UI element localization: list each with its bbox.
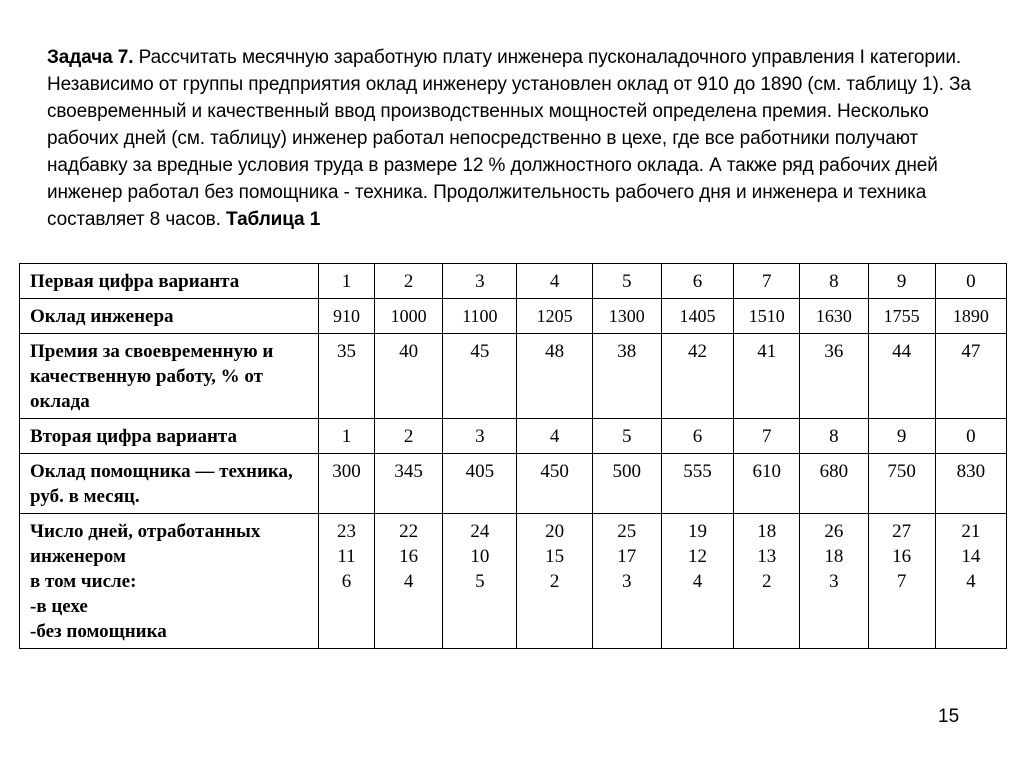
days-value: 16 bbox=[399, 546, 419, 567]
days-value: 10 bbox=[470, 546, 490, 567]
days-value: 18 bbox=[757, 521, 777, 542]
days-value: 24 bbox=[470, 521, 490, 542]
table-cell: 1 bbox=[318, 419, 374, 454]
days-value: 13 bbox=[757, 546, 777, 567]
table-cell: 680 bbox=[800, 454, 868, 514]
table-row bbox=[20, 334, 1007, 419]
table-cell: 3 bbox=[443, 419, 517, 454]
table-cell: 38 bbox=[592, 334, 661, 419]
table-cell: 1000 bbox=[375, 299, 443, 334]
days-value: 14 bbox=[961, 546, 981, 567]
table-cell: 1630 bbox=[800, 299, 868, 334]
table-row bbox=[20, 419, 1007, 454]
days-value: 12 bbox=[688, 546, 708, 567]
table-cell: 0 bbox=[935, 264, 1006, 299]
table-cell: 5 bbox=[592, 264, 661, 299]
days-value: 17 bbox=[617, 546, 637, 567]
table-row bbox=[20, 514, 1007, 649]
table-cell: 450 bbox=[517, 454, 592, 514]
table-cell: 910 bbox=[318, 299, 374, 334]
table-cell: 0 bbox=[935, 419, 1006, 454]
table-cell: 44 bbox=[868, 334, 935, 419]
table-cell: 1890 bbox=[935, 299, 1006, 334]
table-cell: 8 bbox=[800, 264, 868, 299]
days-value: 7 bbox=[896, 571, 907, 592]
table-cell bbox=[443, 514, 517, 649]
table-cell: 1405 bbox=[661, 299, 733, 334]
table-cell: 45 bbox=[443, 334, 517, 419]
table-cell bbox=[868, 514, 935, 649]
row-label: Оклад инженера bbox=[20, 299, 319, 334]
row-label-line: в том числе: bbox=[30, 571, 137, 592]
table-cell: 500 bbox=[592, 454, 661, 514]
table-cell: 1755 bbox=[868, 299, 935, 334]
table-cell bbox=[734, 514, 800, 649]
table-cell: 47 bbox=[935, 334, 1006, 419]
table-cell: 5 bbox=[592, 419, 661, 454]
days-value: 11 bbox=[337, 546, 356, 567]
table-cell: 4 bbox=[517, 264, 592, 299]
table-cell: 7 bbox=[734, 264, 800, 299]
days-value: 21 bbox=[961, 521, 981, 542]
days-value: 15 bbox=[545, 546, 565, 567]
table-row bbox=[20, 264, 1007, 299]
task-title: Задача 7. bbox=[47, 47, 134, 68]
table-cell: 35 bbox=[318, 334, 374, 419]
days-value: 18 bbox=[824, 546, 844, 567]
days-value: 3 bbox=[829, 571, 839, 592]
table-cell: 1 bbox=[318, 264, 374, 299]
table-cell: 4 bbox=[517, 419, 592, 454]
row-label bbox=[20, 514, 319, 649]
days-value: 6 bbox=[341, 571, 352, 592]
table-cell: 610 bbox=[734, 454, 800, 514]
table-cell: 1300 bbox=[592, 299, 661, 334]
table-reference: Таблица 1 bbox=[226, 209, 321, 230]
days-value: 2 bbox=[761, 571, 772, 592]
days-value: 2 bbox=[549, 571, 560, 592]
table-cell: 6 bbox=[661, 264, 733, 299]
table-cell: 555 bbox=[661, 454, 733, 514]
table-cell: 405 bbox=[443, 454, 517, 514]
days-value: 4 bbox=[403, 571, 414, 592]
days-value: 19 bbox=[688, 521, 708, 542]
table-cell: 6 bbox=[661, 419, 733, 454]
page-number: 15 bbox=[938, 706, 960, 727]
table-cell: 1510 bbox=[734, 299, 800, 334]
table-cell: 9 bbox=[868, 419, 935, 454]
row-label: Первая цифра варианта bbox=[20, 264, 319, 299]
table-row bbox=[20, 299, 1007, 334]
table-cell: 1205 bbox=[517, 299, 592, 334]
variants-table bbox=[19, 263, 1007, 649]
table-row bbox=[20, 454, 1007, 514]
table-cell bbox=[517, 514, 592, 649]
table-cell: 8 bbox=[800, 419, 868, 454]
days-value: 20 bbox=[545, 521, 565, 542]
days-value: 27 bbox=[892, 521, 912, 542]
days-value: 25 bbox=[617, 521, 637, 542]
table-cell bbox=[318, 514, 374, 649]
table-cell: 48 bbox=[517, 334, 592, 419]
row-label: Вторая цифра варианта bbox=[20, 419, 319, 454]
table-cell: 7 bbox=[734, 419, 800, 454]
table-cell: 750 bbox=[868, 454, 935, 514]
table-cell: 2 bbox=[375, 264, 443, 299]
days-value: 4 bbox=[966, 571, 976, 592]
task-text: Рассчитать месячную заработную плату инженера пусконаладочного управления I категории. Независимо от группы предприятия оклад инженеру установлен оклад от 910 до 1890 (см. таблицу 1). За своевременный и качественный ввод производственных мощностей определена премия. Несколько рабочих дней (см. таблицу) инженер работал непосредственно в цехе, где все работники получают надбавку за вредные условия труда в размере 12 % должностного оклада. А также ряд рабочих дней инженер работал без помощника - техника. Продолжительность рабочего дня и инженера и техника составляет 8 часов. bbox=[47, 47, 971, 230]
table-cell: 42 bbox=[661, 334, 733, 419]
table-cell: 3 bbox=[443, 264, 517, 299]
table-cell bbox=[661, 514, 733, 649]
days-value: 26 bbox=[824, 521, 844, 542]
row-label-line: -без помощника bbox=[30, 621, 167, 642]
table-cell: 830 bbox=[935, 454, 1006, 514]
table-cell: 9 bbox=[868, 264, 935, 299]
table-cell bbox=[592, 514, 661, 649]
table-cell: 1100 bbox=[443, 299, 517, 334]
days-value: 16 bbox=[892, 546, 912, 567]
days-value: 4 bbox=[692, 571, 703, 592]
table-cell bbox=[935, 514, 1006, 649]
row-label: Премия за своевременную и качественную работу, % от оклада bbox=[20, 334, 319, 419]
task-paragraph bbox=[47, 44, 987, 233]
row-label-line: -в цехе bbox=[30, 596, 88, 617]
table-body bbox=[20, 264, 1007, 649]
days-value: 23 bbox=[336, 521, 356, 542]
table-cell: 345 bbox=[375, 454, 443, 514]
table-cell bbox=[800, 514, 868, 649]
row-label-line: Число дней, отработанных инженером bbox=[30, 521, 261, 567]
table-cell bbox=[375, 514, 443, 649]
table-cell: 300 bbox=[318, 454, 374, 514]
table-cell: 2 bbox=[375, 419, 443, 454]
days-value: 22 bbox=[399, 521, 419, 542]
table-cell: 41 bbox=[734, 334, 800, 419]
days-value: 5 bbox=[475, 571, 485, 592]
row-label: Оклад помощника — техника, руб. в месяц. bbox=[20, 454, 319, 514]
table-cell: 36 bbox=[800, 334, 868, 419]
days-value: 3 bbox=[622, 571, 632, 592]
table-cell: 40 bbox=[375, 334, 443, 419]
